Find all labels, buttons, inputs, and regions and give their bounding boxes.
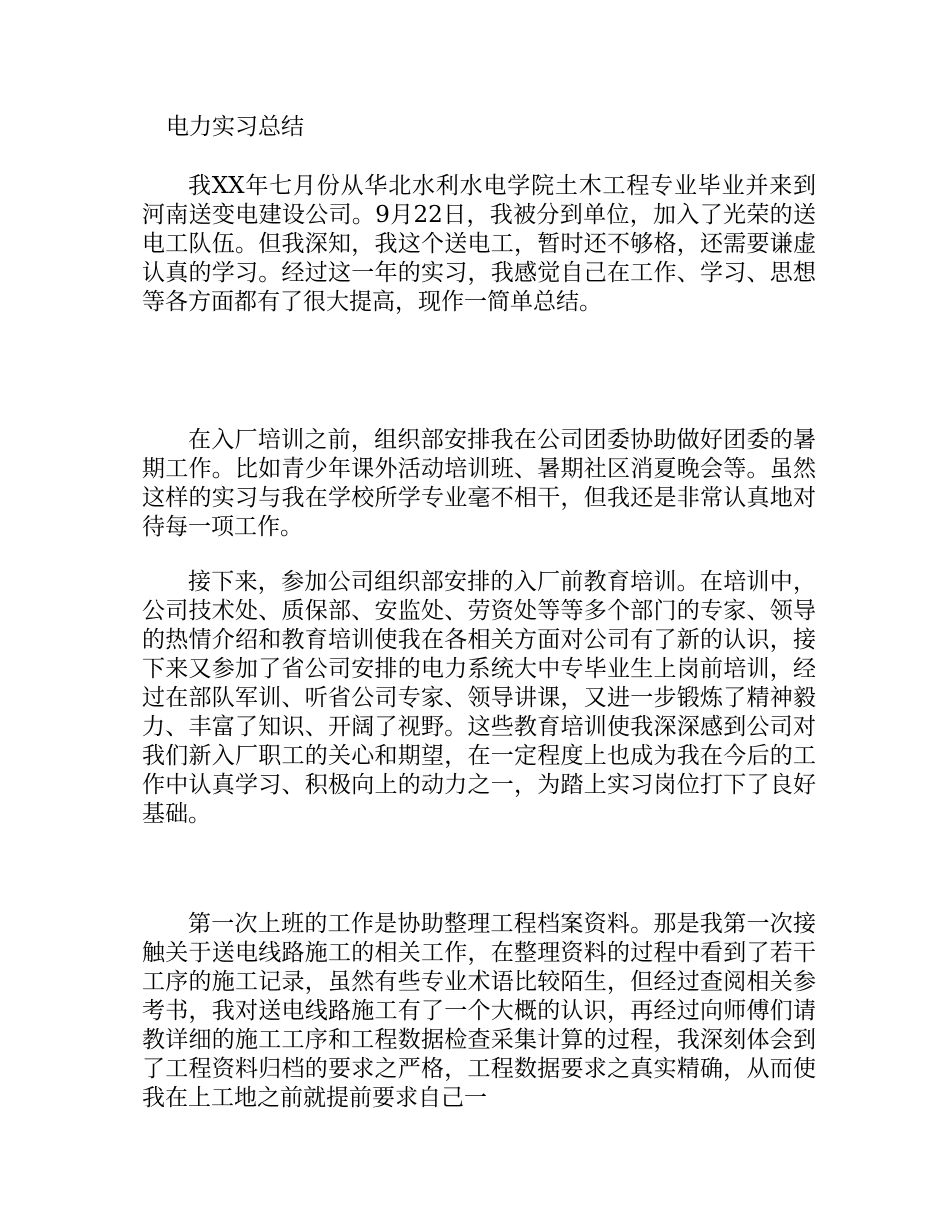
- paragraph-first-job: 第一次上班的工作是协助整理工程档案资料。那是我第一次接触关于送电线路施工的相关工作，在整理资料的过程中看到了若干工序的施工记录，虽然有些专业术语比较陌生，但经过查阅相关参考书，我对送电线路施工有了一个大概的认识，再经过向师傅们请教详细的施工工序和工程数据检查采集计算的过程，我深刻体会到了工程资料归档的要求之严格，工程数据要求之真实精确，从而使我在上工地之前就提前要求自己一: [142, 911, 816, 1111]
- document-title: 电力实习总结: [166, 114, 304, 140]
- paragraph-education-training: 接下来，参加公司组织部安排的入厂前教育培训。在培训中，公司技术处、质保部、安监处、劳资处等等多个部门的专家、领导的热情介绍和教育培训使我在各相关方面对公司有了新的认识，接下来又参加了省公司安排的电力系统大中专毕业生上岗前培训，经过在部队军训、听省公司专家、领导讲课，又进一步锻炼了精神毅力、丰富了知识、开阔了视野。这些教育培训使我深深感到公司对我们新入厂职工的关心和期望，在一定程度上也成为我在今后的工作中认真学习、积极向上的动力之一，为踏上实习岗位打下了良好基础。: [142, 569, 816, 827]
- paragraph-graduation-intro: 我XX年七月份从华北水利水电学院土木工程专业毕业并来到河南送变电建设公司。9月22日，我被分到单位，加入了光荣的送电工队伍。但我深知，我这个送电工，暂时还不够格，还需要谦虚认真的学习。经过这一年的实习，我感觉自己在工作、学习、思想等各方面都有了很大提高，现作一简单总结。: [142, 173, 816, 315]
- paragraph-pre-training-work: 在入厂培训之前，组织部安排我在公司团委协助做好团委的暑期工作。比如青少年课外活动培训班、暑期社区消夏晚会等。虽然这样的实习与我在学校所学专业毫不相干，但我还是非常认真地对待每一项工作。: [142, 427, 816, 540]
